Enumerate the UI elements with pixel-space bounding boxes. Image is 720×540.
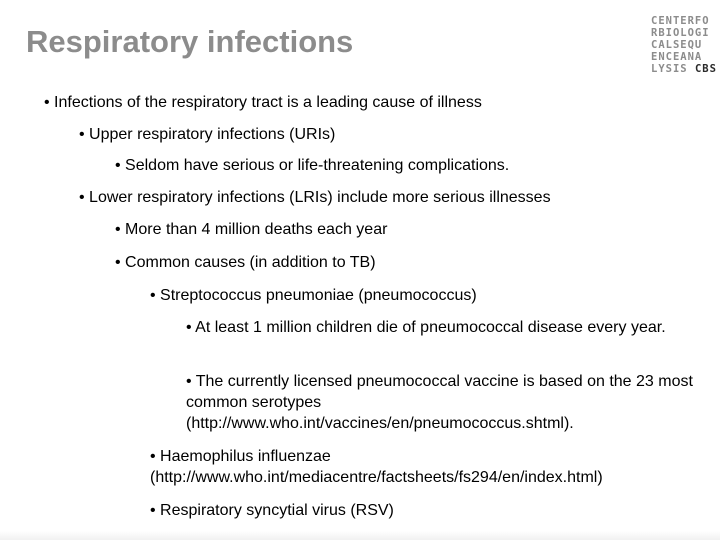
slide-title: Respiratory infections	[26, 24, 354, 59]
bottom-strip	[0, 531, 720, 540]
logo-line: ENCEANA	[651, 51, 703, 63]
bullet-level-4: • Streptococcus pneumoniae (pneumococcus)	[150, 287, 477, 304]
logo-line: CALSEQU	[651, 39, 703, 51]
logo-line: LYSIS CBS	[651, 63, 717, 75]
bullet-level-5: • At least 1 million children die of pneumococcal disease every year.	[186, 319, 666, 336]
bullet-level-3: • Seldom have serious or life-threatening complications.	[115, 157, 510, 174]
bullet-level-3: • More than 4 million deaths each year	[115, 221, 388, 238]
cbs-logo	[651, 15, 717, 75]
bullet-level-3: • Common causes (in addition to TB)	[115, 254, 376, 271]
logo-line: RBIOLOGI	[651, 27, 710, 39]
logo-line: CENTERFO	[651, 15, 710, 27]
bullet-level-5: • The currently licensed pneumococcal vaccine is based on the 23 most common serotypes (http://www.who.int/vaccines/en/pneumococcus.shtml).	[186, 373, 693, 432]
bullet-level-2: • Lower respiratory infections (LRIs) include more serious illnesses	[79, 189, 551, 206]
logo-cbs: CBS	[694, 63, 717, 75]
bullet-level-1: • Infections of the respiratory tract is a leading cause of illness	[44, 94, 482, 111]
bullet-level-4: • Haemophilus influenzae (http://www.who.int/mediacentre/factsheets/fs294/en/index.html)	[150, 448, 603, 486]
bullet-level-4: • Respiratory syncytial virus (RSV)	[150, 502, 394, 519]
bullet-level-2: • Upper respiratory infections (URIs)	[79, 126, 336, 143]
